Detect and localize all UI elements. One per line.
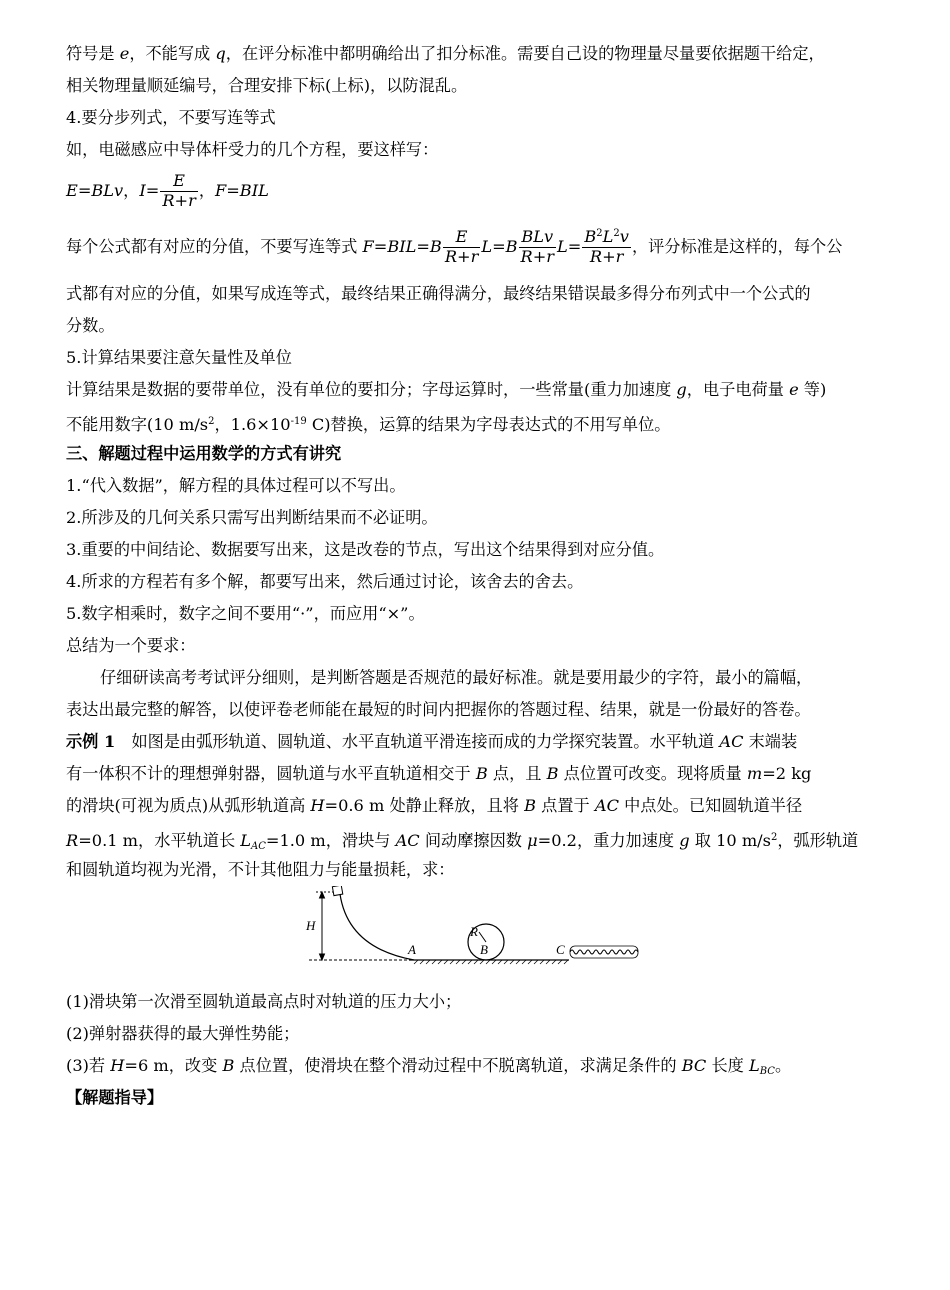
- text: 点位置，使滑块在整个滑动过程中不脱离轨道，求满足条件的: [234, 1056, 682, 1075]
- question-3: [66, 1050, 886, 1082]
- example-line: 和圆轨道均视为光滑，不计其他阻力与能量损耗，求：: [66, 860, 455, 879]
- text: =0.6 m 处静止释放，且将: [324, 796, 525, 815]
- exponent: 2: [208, 416, 215, 427]
- symbol: q: [215, 44, 226, 63]
- text: 计算结果是数据的要带单位，没有单位的要扣分；字母运算时，一些常量(重力加速度: [66, 380, 677, 399]
- separator: ，: [198, 181, 216, 200]
- subscript: AC: [251, 841, 266, 852]
- paragraph-line: [66, 406, 886, 438]
- symbol: e: [789, 380, 799, 399]
- text: 点置于: [536, 796, 595, 815]
- symbol: AC: [395, 831, 420, 850]
- paragraph-line: 仔细研读高考考试评分细则，是判断答题是否规范的最好标准。就是要用最少的字符，最小的篇幅，: [100, 668, 813, 687]
- paragraph-line: 总结为一个要求：: [66, 636, 196, 655]
- symbol: m: [746, 764, 763, 783]
- text: 。: [774, 1056, 792, 1075]
- section-heading-3: 三、解题过程中运用数学的方式有讲究: [66, 444, 342, 463]
- text: 不能用数字(10 m/s: [66, 415, 209, 434]
- symbol: H: [310, 796, 325, 815]
- text: 点，且: [487, 764, 547, 783]
- subscript: BC: [759, 1066, 775, 1077]
- text: 长度: [706, 1056, 749, 1075]
- text: 中点处。已知圆轨道半径: [618, 796, 803, 815]
- label-B: B: [480, 942, 488, 957]
- text: 的滑块(可视为质点)从弧形轨道高: [66, 796, 311, 815]
- text: 末端装: [743, 732, 798, 751]
- symbol: B: [475, 764, 488, 783]
- symbol: B: [546, 764, 559, 783]
- equation-line: [66, 166, 886, 216]
- text: 间动摩擦因数: [419, 831, 528, 850]
- text: 有一体积不计的理想弹射器，圆轨道与水平直轨道相交于: [66, 764, 476, 783]
- text: 取 10 m/s: [689, 831, 771, 850]
- example-line: [66, 758, 886, 790]
- section-heading-4: 4.要分步列式，不要写连等式: [66, 108, 276, 127]
- numerator: E: [160, 172, 198, 192]
- list-item: 5.数字相乘时，数字之间不要用“·”，而应用“×”。: [66, 604, 425, 623]
- fraction: [443, 228, 481, 266]
- text: =1.0 m，滑块与: [265, 831, 396, 850]
- symbol: H: [110, 1056, 125, 1075]
- paragraph-line: [66, 374, 886, 406]
- numerator: BLv: [519, 228, 557, 248]
- text: ，不能写成: [129, 44, 216, 63]
- exponent: 2: [596, 228, 603, 240]
- section-heading-5: 5.计算结果要注意矢量性及单位: [66, 348, 292, 367]
- text: ，在评分标准中都明确给出了扣分标准。需要自己设的物理量尽量要依据题干给定，: [225, 44, 825, 63]
- exponent: 2: [613, 228, 620, 240]
- symbol: BC: [681, 1056, 707, 1075]
- example-label: 示例 1: [66, 732, 116, 751]
- paragraph-line: 相关物理量顺延编号，合理安排下标(上标)，以防混乱。: [66, 76, 468, 95]
- equation-term: F=BIL=B: [362, 237, 442, 256]
- equation-term: F=BIL: [215, 181, 269, 200]
- text: 符号是: [66, 44, 120, 63]
- label-H: H: [306, 918, 316, 933]
- text: ，弧形轨道: [777, 831, 859, 850]
- spring-coil: [570, 950, 638, 954]
- text: ，1.6×10: [214, 415, 291, 434]
- text: 如图是由弧形轨道、圆轨道、水平直轨道平滑连接而成的力学探究装置。水平轨道: [115, 732, 720, 751]
- radius-line: [479, 932, 486, 942]
- term: B: [584, 227, 597, 247]
- label-C: C: [556, 942, 565, 957]
- denominator: R+r: [162, 191, 196, 210]
- label-R: R: [470, 924, 478, 939]
- symbol: e: [119, 44, 130, 63]
- text: 点位置可改变。现将质量: [558, 764, 747, 783]
- paragraph-line-equation: [66, 222, 886, 272]
- example-line: [66, 790, 886, 822]
- denominator: R+r: [444, 247, 479, 266]
- slider-block: [332, 886, 342, 896]
- symbol: R: [66, 831, 79, 850]
- arrow-up-icon: [320, 892, 325, 898]
- text: 等): [798, 380, 827, 399]
- symbol: AC: [719, 732, 744, 751]
- symbol: g: [676, 380, 687, 399]
- symbol: L: [749, 1056, 760, 1075]
- symbol: B: [524, 796, 537, 815]
- equation-term: I=: [139, 181, 160, 200]
- exponent: -19: [290, 416, 307, 427]
- document-page: [66, 38, 886, 1114]
- exponent: 2: [770, 832, 778, 843]
- text: =0.1 m，水平轨道长: [78, 831, 241, 850]
- question-2: (2)弹射器获得的最大弹性势能；: [66, 1024, 300, 1043]
- term: L: [602, 227, 614, 247]
- denominator: R+r: [589, 247, 624, 266]
- fraction: [519, 228, 557, 266]
- symbol: B: [222, 1056, 235, 1075]
- equation-term: L=B: [481, 237, 518, 256]
- separator: ，: [123, 181, 140, 200]
- equation-term: E=BLv: [66, 181, 124, 200]
- example-line: [66, 726, 886, 758]
- list-item: 2.所涉及的几何关系只需写出判断结果而不必证明。: [66, 508, 438, 527]
- symbol: AC: [594, 796, 619, 815]
- text: ，电子电荷量: [686, 380, 790, 399]
- list-item: 4.所求的方程若有多个解，都要写出来，然后通过讨论，该舍去的舍去。: [66, 572, 584, 591]
- spring-body: [570, 946, 638, 958]
- paragraph-line: 式都有对应的分值，如果写成连等式，最终结果正确得满分，最终结果错误最多得分布列式中一个公式的: [66, 284, 811, 303]
- text: =2 kg: [762, 764, 812, 783]
- symbol: g: [679, 831, 690, 850]
- example-line: [66, 822, 886, 854]
- text: ，评分标准是这样的，每个公: [631, 237, 843, 256]
- list-item: 3.重要的中间结论、数据要写出来，这是改卷的节点，写出这个结果得到对应分值。: [66, 540, 665, 559]
- term: v: [619, 227, 629, 247]
- symbol: μ: [527, 831, 538, 850]
- text: =6 m，改变: [124, 1056, 223, 1075]
- text: (3)若: [66, 1056, 111, 1075]
- apparatus-figure: [66, 886, 886, 986]
- solution-guide-heading: 【解题指导】: [66, 1088, 164, 1107]
- numerator: E: [443, 228, 481, 248]
- fraction: [582, 228, 631, 266]
- list-item: 1.“代入数据”，解方程的具体过程可以不写出。: [66, 476, 406, 495]
- text: =0.2，重力加速度: [537, 831, 680, 850]
- numerator: [582, 228, 631, 248]
- arrow-down-icon: [320, 954, 325, 960]
- paragraph-line: 表达出最完整的解答，以使评卷老师能在最短的时间内把握你的答题过程、结果，就是一份最好的答卷。: [66, 700, 811, 719]
- label-A: A: [408, 942, 416, 957]
- text: C)替换，运算的结果为字母表达式的不用写单位。: [306, 415, 671, 434]
- question-1: (1)滑块第一次滑至圆轨道最高点时对轨道的压力大小；: [66, 992, 462, 1011]
- paragraph-line: 分数。: [66, 316, 115, 335]
- text: 每个公式都有对应的分值，不要写连等式: [66, 237, 363, 256]
- paragraph-line: 如，电磁感应中导体杆受力的几个方程，要这样写：: [66, 140, 439, 159]
- denominator: R+r: [520, 247, 555, 266]
- fraction: [160, 172, 198, 210]
- track-diagram: [304, 886, 644, 986]
- symbol: L: [240, 831, 252, 850]
- equation-term: L=: [557, 237, 582, 256]
- paragraph-line: [66, 38, 886, 70]
- curved-track: [340, 894, 414, 960]
